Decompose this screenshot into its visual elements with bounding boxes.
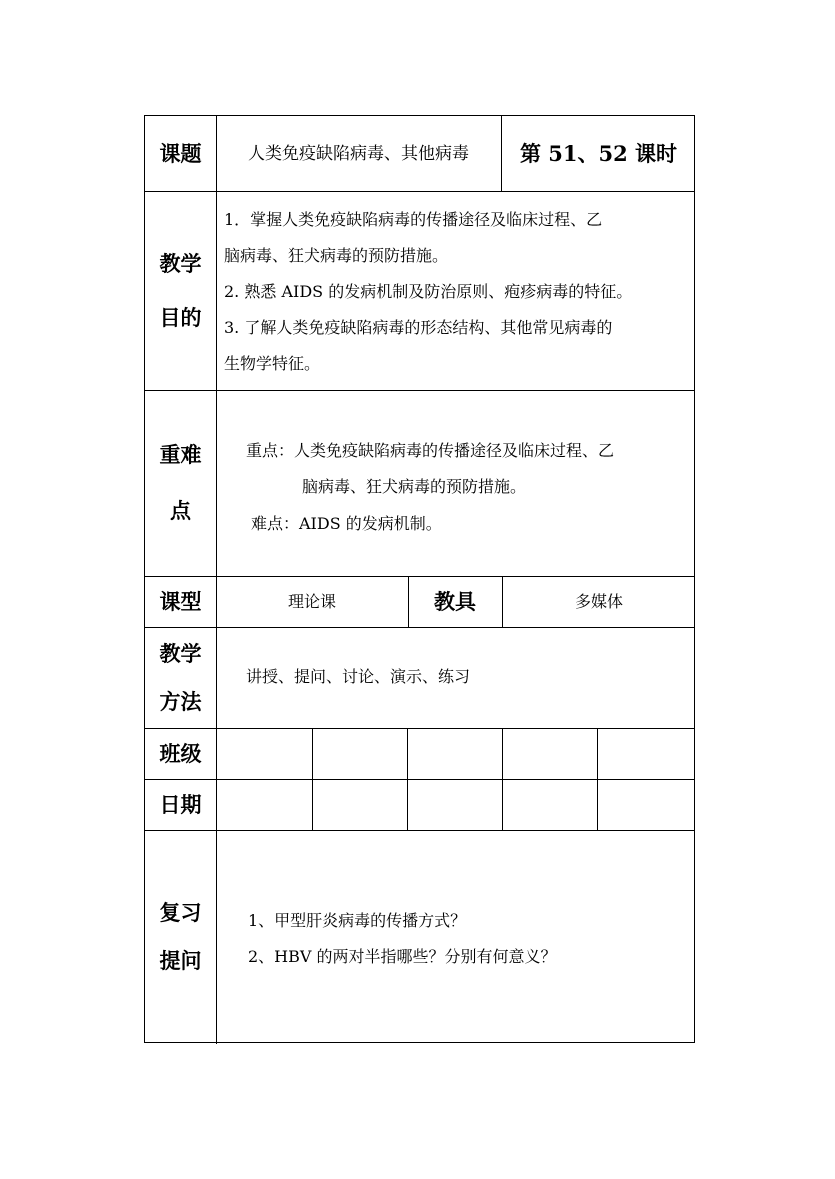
objective-line: 2. 熟悉 AIDS 的发病机制及防治原则、疱疹病毒的特征。 [224,282,633,301]
date-label: 日期 [159,791,202,817]
objective-line: 脑病毒、狂犬病毒的预防措施。 [224,246,449,265]
row-divider [145,830,694,831]
review-question-2: 2、HBV 的两对半指哪些？分别有何意义？ [248,947,557,966]
methods-label: 教学 方法 [159,640,202,714]
lesson-type-label: 课型 [159,588,202,614]
row-divider [145,390,694,391]
key-point-line2: 脑病毒、狂犬病毒的预防措施。 [302,477,527,496]
lesson-type-value: 理论课 [287,591,336,611]
class-label: 班级 [159,740,202,766]
topic-label: 课题 [159,140,202,166]
topic-title: 人类免疫缺陷病毒、其他病毒 [248,143,469,164]
review-label: 复习 提问 [159,900,202,973]
objectives-label: 教学 目的 [159,250,202,330]
teaching-tools-label: 教具 [434,588,476,614]
objectives-list [224,202,694,382]
row-divider [145,728,694,729]
session-number: 第 51、52 课时 [519,140,678,166]
column-divider [597,728,598,830]
review-question-1: 1、甲型肝炎病毒的传播方式？ [248,911,467,930]
key-points-label: 重难 点 [159,442,202,523]
row-divider [145,627,694,628]
difficult-point: 难点：AIDS 的发病机制。 [251,514,442,533]
methods-value: 讲授、提问、讨论、演示、练习 [246,667,471,686]
row-divider [145,191,694,192]
key-point-line1: 重点：人类免疫缺陷病毒的传播途径及临床过程、乙 [246,441,615,460]
objective-line: 生物学特征。 [224,354,321,373]
objective-line: 1．掌握人类免疫缺陷病毒的传播途径及临床过程、乙 [224,210,603,229]
lesson-plan-table [144,115,695,1043]
objective-line: 3. 了解人类免疫缺陷病毒的形态结构、其他常见病毒的 [224,318,613,337]
teaching-tools-value: 多媒体 [574,591,623,611]
column-divider [407,728,408,830]
row-divider [145,779,694,780]
column-divider [502,728,503,830]
column-divider [312,728,313,830]
